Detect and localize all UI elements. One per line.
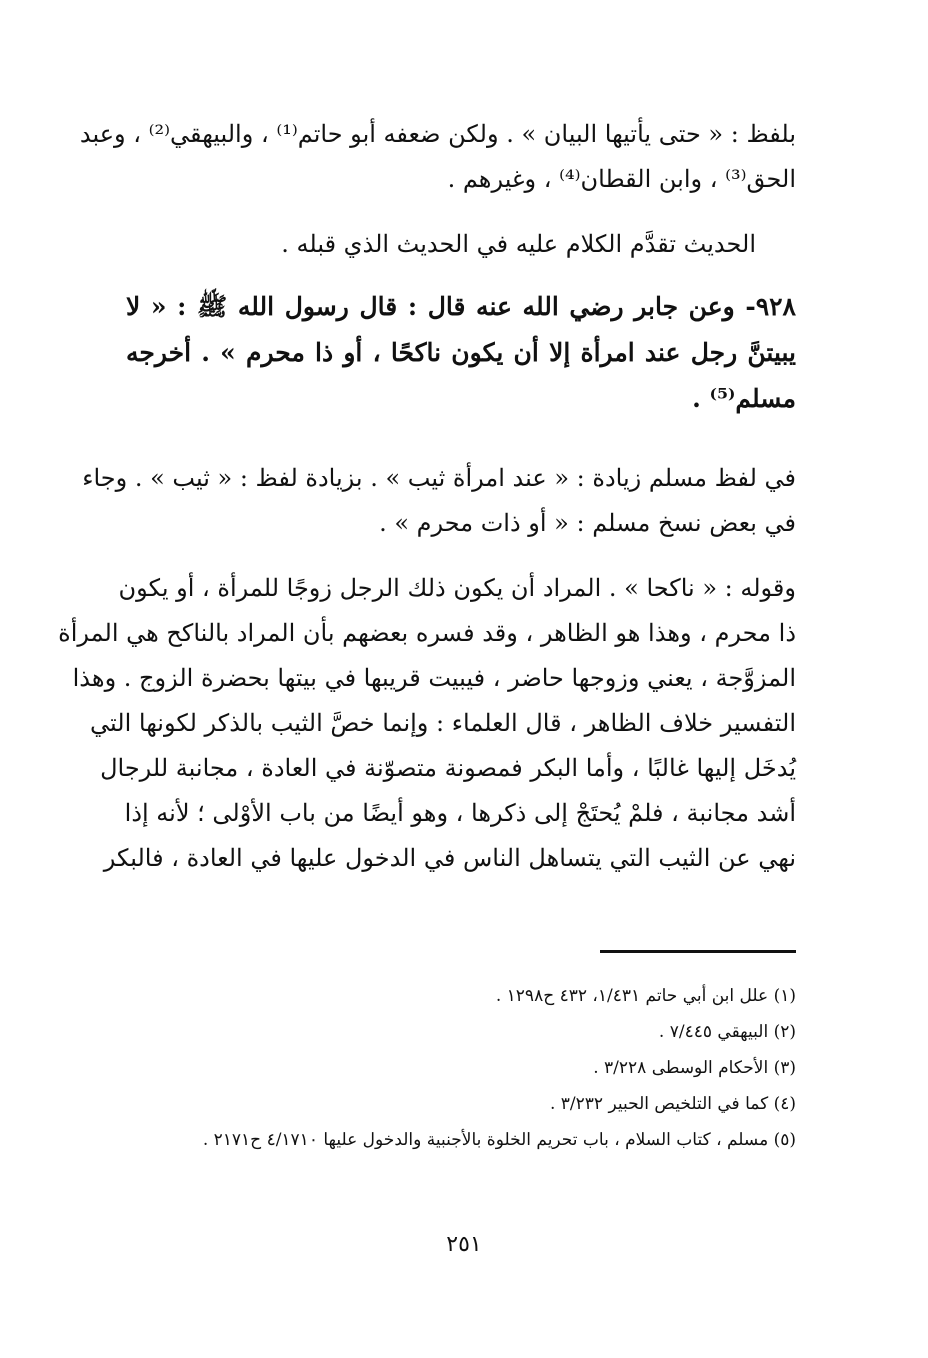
paragraph-3-line-1: في لفظ مسلم زيادة : « عند امرأة ثيب » . بزيادة لفظ : « ثيب » . وجاء	[82, 464, 796, 492]
paragraph-1	[79, 112, 796, 202]
hadith-line-3: مسلم⁽⁵⁾ .	[692, 384, 796, 413]
footnote-divider	[600, 950, 796, 953]
paragraph-4-line-1: وقوله : « ناكحا » . المراد أن يكون ذلك الرجل زوجًا للمرأة ، أو يكون	[118, 574, 796, 602]
hadith-line-2: يبيتنَّ رجل عند امرأة إلا أن يكون ناكحًا ، أو ذا محرم » . أخرجه	[126, 338, 796, 367]
paragraph-4-line-7: نهي عن الثيب التي يتساهل الناس في الدخول عليها في العادة ، فالبكر	[103, 844, 796, 872]
hadith-928	[126, 284, 796, 422]
paragraph-4-line-5: يُدخَل إليها غالبًا ، وأما البكر فمصونة متصوّنة في العادة ، مجانبة للرجال	[100, 754, 796, 782]
paragraph-2	[126, 222, 796, 267]
footnote-2: (٢) البيهقي ٧/٤٤٥ .	[658, 1022, 796, 1042]
footnote-4: (٤) كما في التلخيص الحبير ٣/٢٣٢ .	[549, 1094, 796, 1114]
page-number: ٢٥١	[446, 1232, 482, 1257]
paragraph-4-line-4: التفسير خلاف الظاهر ، قال العلماء : وإنما خصَّ الثيب بالذكر لكونها التي	[90, 709, 796, 737]
footnotes-list	[106, 978, 796, 1158]
footnote-1: (١) علل ابن أبي حاتم ١/٤٣١، ٤٣٢ ح١٢٩٨ .	[495, 986, 796, 1006]
paragraph-4-line-3: المزوَّجة ، يعني وزوجها حاضر ، فيبيت قريبها في بيتها بحضرة الزوج . وهذا	[72, 664, 796, 692]
paragraph-3	[82, 456, 796, 546]
paragraph-4	[58, 566, 796, 881]
paragraph-1-line-1: بلفظ : « حتى يأتيها البيان » . ولكن ضعفه أبو حاتم⁽¹⁾ ، والبيهقي⁽²⁾ ، وعبد	[79, 120, 796, 148]
paragraph-4-line-6: أشد مجانبة ، فلمْ يُحتَجْ إلى ذكرها ، وهو أيضًا من باب الأوْلى ؛ لأنه إذا	[124, 799, 796, 827]
footnote-3: (٣) الأحكام الوسطى ٣/٢٢٨ .	[593, 1058, 796, 1078]
paragraph-1-line-2: الحق⁽³⁾ ، وابن القطان⁽⁴⁾ ، وغيرهم .	[447, 165, 796, 193]
footnote-5: (٥) مسلم ، كتاب السلام ، باب تحريم الخلوة بالأجنبية والدخول عليها ٤/١٧١٠ ح٢١٧١ .	[202, 1130, 796, 1150]
paragraph-3-line-2: في بعض نسخ مسلم : « أو ذات محرم » .	[379, 509, 796, 537]
paragraph-2-line-1: الحديث تقدَّم الكلام عليه في الحديث الذي قبله .	[281, 230, 756, 258]
paragraph-4-line-2: ذا محرم ، وهذا هو الظاهر ، وقد فسره بعضهم بأن المراد بالناكح هي المرأة	[58, 619, 796, 647]
hadith-line-1: ٩٢٨- وعن جابر رضي الله عنه قال : قال رسول الله ﷺ : « لا	[126, 292, 796, 321]
